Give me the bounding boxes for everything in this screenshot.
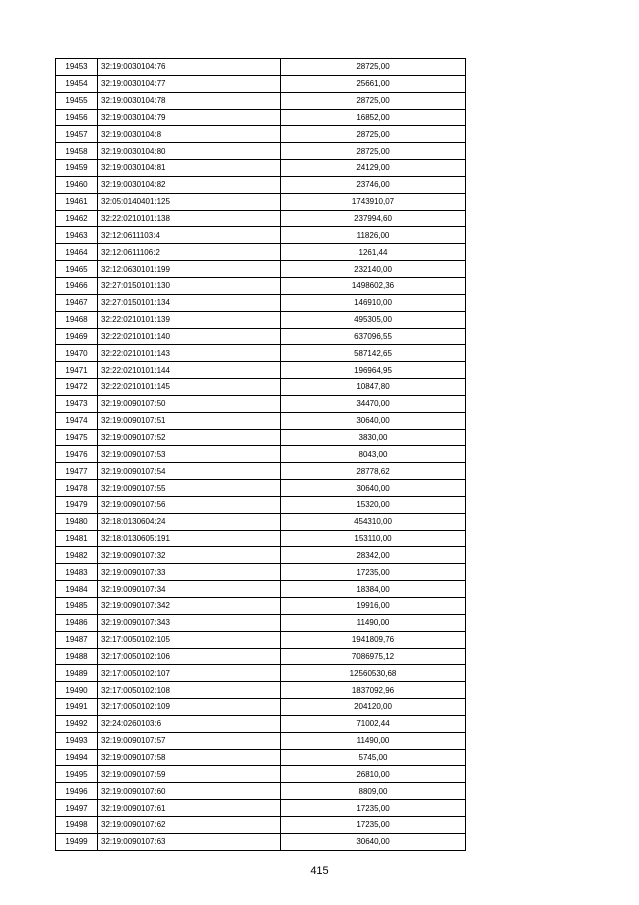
- cadastral-number-cell: 32:19:0090107:50: [98, 395, 281, 412]
- table-row: [56, 328, 466, 345]
- table-row: [56, 277, 466, 294]
- row-number-cell: 19475: [56, 429, 98, 446]
- table-row: [56, 833, 466, 850]
- table-row: [56, 244, 466, 261]
- value-cell: 11490,00: [281, 732, 466, 749]
- cadastral-number-cell: 32:17:0050102:105: [98, 631, 281, 648]
- row-number-cell: 19461: [56, 193, 98, 210]
- table-row: [56, 261, 466, 278]
- value-cell: 30640,00: [281, 833, 466, 850]
- value-cell: 7086975,12: [281, 648, 466, 665]
- row-number-cell: 19468: [56, 311, 98, 328]
- value-cell: 232140,00: [281, 261, 466, 278]
- row-number-cell: 19472: [56, 379, 98, 396]
- page-number: 415: [310, 865, 329, 877]
- table-row: [56, 412, 466, 429]
- table-body: [56, 59, 466, 851]
- row-number-cell: 19481: [56, 530, 98, 547]
- row-number-cell: 19471: [56, 362, 98, 379]
- value-cell: 30640,00: [281, 412, 466, 429]
- row-number-cell: 19493: [56, 732, 98, 749]
- value-cell: 587142,65: [281, 345, 466, 362]
- table-row: [56, 463, 466, 480]
- value-cell: 637096,55: [281, 328, 466, 345]
- value-cell: 1941809,76: [281, 631, 466, 648]
- cadastral-number-cell: 32:24:0260103:6: [98, 715, 281, 732]
- cadastral-number-cell: 32:22:0210101:145: [98, 379, 281, 396]
- table-row: [56, 210, 466, 227]
- table-row: [56, 783, 466, 800]
- value-cell: 153110,00: [281, 530, 466, 547]
- row-number-cell: 19462: [56, 210, 98, 227]
- cadastral-number-cell: 32:05:0140401:125: [98, 193, 281, 210]
- value-cell: 8809,00: [281, 783, 466, 800]
- cadastral-number-cell: 32:22:0210101:138: [98, 210, 281, 227]
- table-row: [56, 227, 466, 244]
- cadastral-number-cell: 32:17:0050102:108: [98, 682, 281, 699]
- cadastral-number-cell: 32:19:0090107:51: [98, 412, 281, 429]
- cadastral-number-cell: 32:19:0090107:33: [98, 564, 281, 581]
- table-row: [56, 311, 466, 328]
- value-cell: 71002,44: [281, 715, 466, 732]
- row-number-cell: 19464: [56, 244, 98, 261]
- table-row: [56, 75, 466, 92]
- cadastral-number-cell: 32:19:0030104:80: [98, 143, 281, 160]
- table-row: [56, 126, 466, 143]
- value-cell: 3830,00: [281, 429, 466, 446]
- value-cell: 454310,00: [281, 513, 466, 530]
- row-number-cell: 19488: [56, 648, 98, 665]
- row-number-cell: 19469: [56, 328, 98, 345]
- cadastral-value-table: [55, 58, 466, 851]
- cadastral-number-cell: 32:19:0090107:34: [98, 581, 281, 598]
- value-cell: 495305,00: [281, 311, 466, 328]
- row-number-cell: 19486: [56, 614, 98, 631]
- table-row: [56, 513, 466, 530]
- value-cell: 237994,60: [281, 210, 466, 227]
- value-cell: 204120,00: [281, 699, 466, 716]
- row-number-cell: 19470: [56, 345, 98, 362]
- table-row: [56, 614, 466, 631]
- table-row: [56, 92, 466, 109]
- cadastral-number-cell: 32:18:0130604:24: [98, 513, 281, 530]
- table-row: [56, 715, 466, 732]
- row-number-cell: 19456: [56, 109, 98, 126]
- row-number-cell: 19458: [56, 143, 98, 160]
- value-cell: 26810,00: [281, 766, 466, 783]
- table-row: [56, 598, 466, 615]
- row-number-cell: 19455: [56, 92, 98, 109]
- cadastral-number-cell: 32:19:0090107:59: [98, 766, 281, 783]
- cadastral-number-cell: 32:19:0090107:61: [98, 800, 281, 817]
- cadastral-number-cell: 32:19:0090107:54: [98, 463, 281, 480]
- cadastral-number-cell: 32:19:0090107:53: [98, 446, 281, 463]
- value-cell: 10847,80: [281, 379, 466, 396]
- table-row: [56, 581, 466, 598]
- table-row: [56, 530, 466, 547]
- value-cell: 23746,00: [281, 176, 466, 193]
- cadastral-number-cell: 32:19:0090107:56: [98, 496, 281, 513]
- table-row: [56, 732, 466, 749]
- value-cell: 17235,00: [281, 800, 466, 817]
- value-cell: 15320,00: [281, 496, 466, 513]
- value-cell: 18384,00: [281, 581, 466, 598]
- cadastral-number-cell: 32:19:0090107:62: [98, 816, 281, 833]
- row-number-cell: 19484: [56, 581, 98, 598]
- value-cell: 1743910,07: [281, 193, 466, 210]
- row-number-cell: 19453: [56, 59, 98, 76]
- table-row: [56, 816, 466, 833]
- value-cell: 28725,00: [281, 126, 466, 143]
- cadastral-number-cell: 32:19:0090107:52: [98, 429, 281, 446]
- value-cell: 17235,00: [281, 564, 466, 581]
- table-row: [56, 648, 466, 665]
- cadastral-number-cell: 32:19:0090107:57: [98, 732, 281, 749]
- cadastral-number-cell: 32:27:0150101:130: [98, 277, 281, 294]
- cadastral-number-cell: 32:19:0030104:78: [98, 92, 281, 109]
- value-cell: 1837092,96: [281, 682, 466, 699]
- value-cell: 11826,00: [281, 227, 466, 244]
- row-number-cell: 19496: [56, 783, 98, 800]
- table-row: [56, 193, 466, 210]
- row-number-cell: 19457: [56, 126, 98, 143]
- row-number-cell: 19454: [56, 75, 98, 92]
- cadastral-number-cell: 32:19:0030104:76: [98, 59, 281, 76]
- table-row: [56, 176, 466, 193]
- value-cell: 17235,00: [281, 816, 466, 833]
- value-cell: 16852,00: [281, 109, 466, 126]
- row-number-cell: 19491: [56, 699, 98, 716]
- table-row: [56, 682, 466, 699]
- row-number-cell: 19463: [56, 227, 98, 244]
- row-number-cell: 19489: [56, 665, 98, 682]
- cadastral-number-cell: 32:19:0090107:343: [98, 614, 281, 631]
- document-sheet: [55, 58, 465, 851]
- value-cell: 28725,00: [281, 59, 466, 76]
- cadastral-number-cell: 32:22:0210101:139: [98, 311, 281, 328]
- cadastral-number-cell: 32:19:0090107:55: [98, 480, 281, 497]
- value-cell: 30640,00: [281, 480, 466, 497]
- value-cell: 19916,00: [281, 598, 466, 615]
- value-cell: 28778,62: [281, 463, 466, 480]
- value-cell: 28725,00: [281, 143, 466, 160]
- row-number-cell: 19465: [56, 261, 98, 278]
- cadastral-number-cell: 32:22:0210101:144: [98, 362, 281, 379]
- row-number-cell: 19494: [56, 749, 98, 766]
- cadastral-number-cell: 32:17:0050102:107: [98, 665, 281, 682]
- row-number-cell: 19466: [56, 277, 98, 294]
- row-number-cell: 19498: [56, 816, 98, 833]
- row-number-cell: 19479: [56, 496, 98, 513]
- row-number-cell: 19459: [56, 160, 98, 177]
- value-cell: 28342,00: [281, 547, 466, 564]
- cadastral-number-cell: 32:12:0611106:2: [98, 244, 281, 261]
- table-row: [56, 429, 466, 446]
- table-row: [56, 395, 466, 412]
- row-number-cell: 19467: [56, 294, 98, 311]
- table-row: [56, 379, 466, 396]
- value-cell: 196964,95: [281, 362, 466, 379]
- row-number-cell: 19497: [56, 800, 98, 817]
- row-number-cell: 19474: [56, 412, 98, 429]
- cadastral-number-cell: 32:19:0030104:77: [98, 75, 281, 92]
- table-row: [56, 496, 466, 513]
- table-row: [56, 446, 466, 463]
- row-number-cell: 19492: [56, 715, 98, 732]
- cadastral-number-cell: 32:17:0050102:109: [98, 699, 281, 716]
- cadastral-number-cell: 32:19:0090107:58: [98, 749, 281, 766]
- table-row: [56, 294, 466, 311]
- row-number-cell: 19495: [56, 766, 98, 783]
- table-row: [56, 699, 466, 716]
- row-number-cell: 19460: [56, 176, 98, 193]
- table-row: [56, 59, 466, 76]
- row-number-cell: 19476: [56, 446, 98, 463]
- row-number-cell: 19482: [56, 547, 98, 564]
- cadastral-number-cell: 32:18:0130605:191: [98, 530, 281, 547]
- value-cell: 12560530,68: [281, 665, 466, 682]
- cadastral-number-cell: 32:19:0090107:60: [98, 783, 281, 800]
- table-row: [56, 800, 466, 817]
- table-row: [56, 480, 466, 497]
- value-cell: 24129,00: [281, 160, 466, 177]
- cadastral-number-cell: 32:19:0090107:63: [98, 833, 281, 850]
- cadastral-number-cell: 32:12:0611103:4: [98, 227, 281, 244]
- table-row: [56, 109, 466, 126]
- cadastral-number-cell: 32:22:0210101:140: [98, 328, 281, 345]
- value-cell: 5745,00: [281, 749, 466, 766]
- cadastral-number-cell: 32:19:0030104:8: [98, 126, 281, 143]
- row-number-cell: 19483: [56, 564, 98, 581]
- value-cell: 25661,00: [281, 75, 466, 92]
- row-number-cell: 19499: [56, 833, 98, 850]
- row-number-cell: 19473: [56, 395, 98, 412]
- value-cell: 146910,00: [281, 294, 466, 311]
- cadastral-number-cell: 32:19:0090107:342: [98, 598, 281, 615]
- table-row: [56, 749, 466, 766]
- value-cell: 11490,00: [281, 614, 466, 631]
- cadastral-number-cell: 32:19:0030104:81: [98, 160, 281, 177]
- cadastral-number-cell: 32:27:0150101:134: [98, 294, 281, 311]
- value-cell: 8043,00: [281, 446, 466, 463]
- table-row: [56, 631, 466, 648]
- table-row: [56, 143, 466, 160]
- cadastral-number-cell: 32:19:0030104:82: [98, 176, 281, 193]
- cadastral-number-cell: 32:22:0210101:143: [98, 345, 281, 362]
- row-number-cell: 19480: [56, 513, 98, 530]
- row-number-cell: 19478: [56, 480, 98, 497]
- row-number-cell: 19490: [56, 682, 98, 699]
- cadastral-number-cell: 32:12:0630101:199: [98, 261, 281, 278]
- cadastral-number-cell: 32:19:0090107:32: [98, 547, 281, 564]
- table-row: [56, 766, 466, 783]
- table-row: [56, 345, 466, 362]
- table-row: [56, 564, 466, 581]
- row-number-cell: 19487: [56, 631, 98, 648]
- table-row: [56, 547, 466, 564]
- table-row: [56, 362, 466, 379]
- cadastral-number-cell: 32:17:0050102:106: [98, 648, 281, 665]
- value-cell: 34470,00: [281, 395, 466, 412]
- value-cell: 1498602,36: [281, 277, 466, 294]
- row-number-cell: 19477: [56, 463, 98, 480]
- value-cell: 28725,00: [281, 92, 466, 109]
- value-cell: 1261,44: [281, 244, 466, 261]
- row-number-cell: 19485: [56, 598, 98, 615]
- table-row: [56, 665, 466, 682]
- cadastral-number-cell: 32:19:0030104:79: [98, 109, 281, 126]
- table-row: [56, 160, 466, 177]
